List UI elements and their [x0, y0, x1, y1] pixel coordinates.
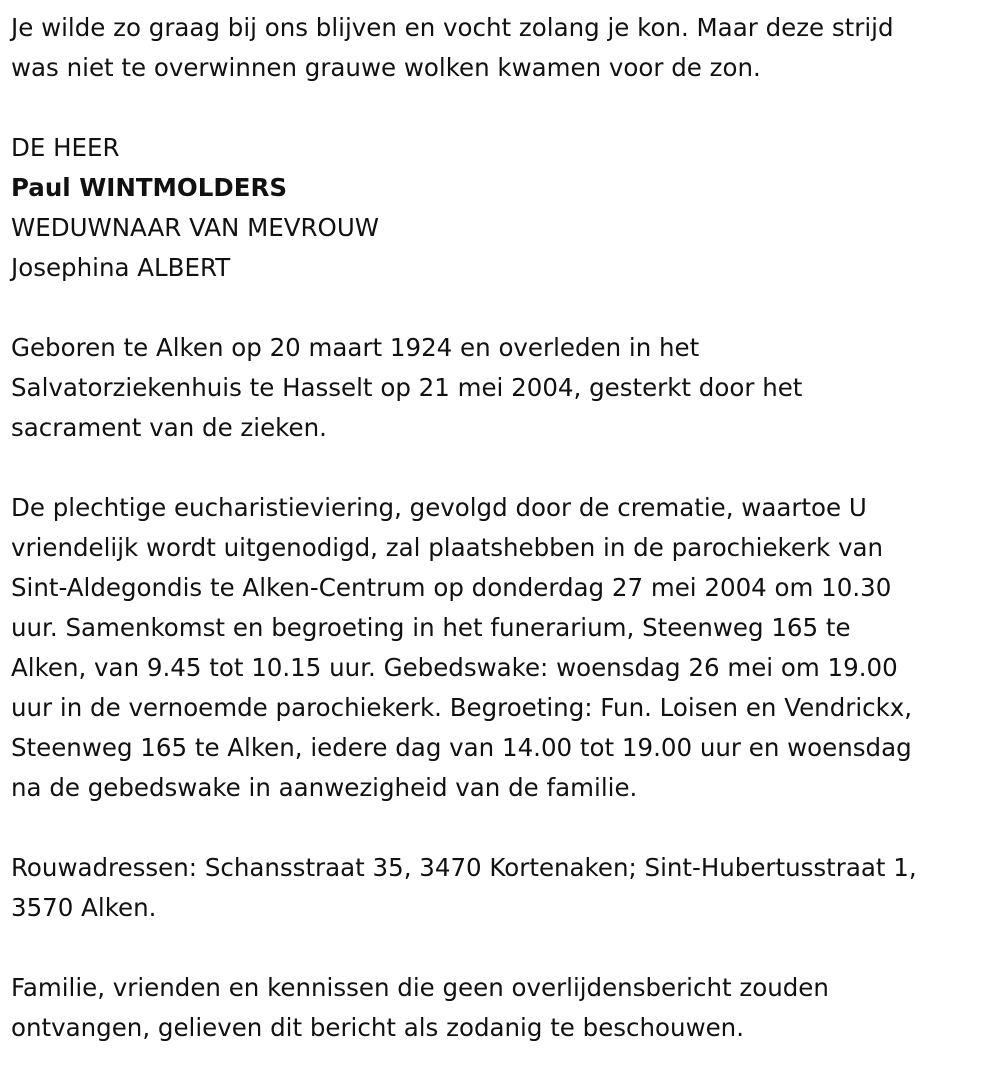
- ceremony-line: Alken, van 9.45 tot 10.15 uur. Gebedswake: woensdag 26 mei om 19.00: [11, 653, 898, 682]
- closing-line: ontvangen, gelieven dit bericht als zodanig te beschouwen.: [11, 1013, 745, 1042]
- intro-line: was niet te overwinnen grauwe wolken kwamen voor de zon.: [11, 53, 761, 82]
- deceased-name: Paul WINTMOLDERS: [11, 173, 287, 202]
- ceremony-line: Sint-Aldegondis te Alken-Centrum op donderdag 27 mei 2004 om 10.30: [11, 573, 892, 602]
- intro-line: Je wilde zo graag bij ons blijven en vocht zolang je kon. Maar deze strijd: [11, 13, 894, 42]
- birth-death-line: Geboren te Alken op 20 maart 1924 en overleden in het: [11, 333, 700, 362]
- spouse-name: Josephina ALBERT: [11, 253, 231, 282]
- ceremony-line: De plechtige eucharistieviering, gevolgd door de crematie, waartoe U: [11, 493, 867, 522]
- closing-line: Familie, vrienden en kennissen die geen overlijdensbericht zouden: [11, 973, 829, 1002]
- spacer: [11, 288, 988, 328]
- deceased-block: [11, 128, 988, 288]
- spacer: [11, 928, 988, 968]
- intro-paragraph: [11, 8, 988, 88]
- ceremony-line: Steenweg 165 te Alken, iedere dag van 14.00 tot 19.00 uur en woensdag: [11, 733, 912, 762]
- ceremony-line: uur in de vernoemde parochiekerk. Begroeting: Fun. Loisen en Vendrickx,: [11, 693, 913, 722]
- addresses-paragraph: [11, 848, 988, 928]
- honorific: DE HEER: [11, 133, 120, 162]
- ceremony-line: vriendelijk wordt uitgenodigd, zal plaatshebben in de parochiekerk van: [11, 533, 884, 562]
- birth-death-paragraph: [11, 328, 988, 448]
- relation-line: WEDUWNAAR VAN MEVROUW: [11, 213, 379, 242]
- birth-death-line: Salvatorziekenhuis te Hasselt op 21 mei 2004, gesterkt door het: [11, 373, 803, 402]
- spacer: [11, 808, 988, 848]
- spacer: [11, 448, 988, 488]
- address-line: 3570 Alken.: [11, 893, 157, 922]
- spacer: [11, 88, 988, 128]
- birth-death-line: sacrament van de zieken.: [11, 413, 327, 442]
- address-line: Rouwadressen: Schansstraat 35, 3470 Kortenaken; Sint-Hubertusstraat 1,: [11, 853, 917, 882]
- ceremony-line: na de gebedswake in aanwezigheid van de familie.: [11, 773, 638, 802]
- ceremony-line: uur. Samenkomst en begroeting in het funerarium, Steenweg 165 te: [11, 613, 851, 642]
- closing-paragraph: [11, 968, 988, 1048]
- ceremony-paragraph: [11, 488, 988, 808]
